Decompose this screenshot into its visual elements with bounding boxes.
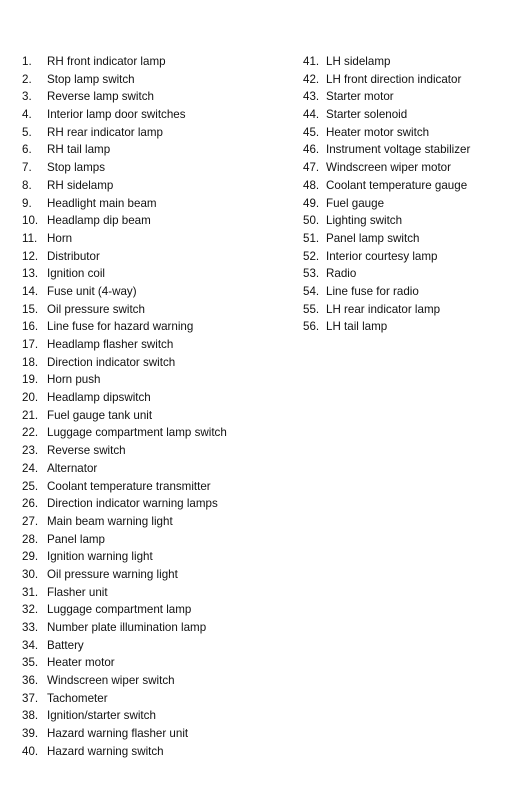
legend-item-label: Line fuse for radio xyxy=(326,284,419,298)
legend-item-label: Headlamp dipswitch xyxy=(47,391,151,405)
legend-item-label: Oil pressure warning light xyxy=(47,567,178,581)
legend-item xyxy=(22,389,292,407)
legend-item-label: Hazard warning switch xyxy=(47,744,164,758)
legend-item-label: Instrument voltage stabilizer xyxy=(326,143,471,157)
legend-item-number: 2. xyxy=(22,72,32,86)
legend-item xyxy=(22,230,292,248)
legend-item xyxy=(303,230,518,248)
legend-item xyxy=(22,159,292,177)
legend-item-number: 16. xyxy=(22,320,39,334)
legend-item-number: 47. xyxy=(303,161,320,175)
legend-item-number: 28. xyxy=(22,532,39,546)
legend-item-number: 7. xyxy=(22,161,32,175)
legend-item xyxy=(22,478,292,496)
legend-item-number: 20. xyxy=(22,391,39,405)
legend-item-number: 53. xyxy=(303,267,320,281)
legend-item-label: Radio xyxy=(326,267,357,281)
legend-item-number: 38. xyxy=(22,709,39,723)
legend-item-number: 48. xyxy=(303,178,320,192)
legend-item-label: Stop lamp switch xyxy=(47,72,135,86)
legend-item-number: 4. xyxy=(22,108,32,122)
legend-item-label: Heater motor xyxy=(47,656,115,670)
legend-item xyxy=(22,637,292,655)
legend-item-label: Alternator xyxy=(47,461,98,475)
legend-item-label: Line fuse for hazard warning xyxy=(47,320,194,334)
legend-item-number: 8. xyxy=(22,178,32,192)
legend-item-label: Horn push xyxy=(47,373,101,387)
legend-item-label: Headlamp flasher switch xyxy=(47,338,174,351)
legend-item-label: Coolant temperature gauge xyxy=(326,178,468,192)
legend-item-label: Direction indicator warning lamps xyxy=(47,497,218,511)
legend-item xyxy=(303,124,518,142)
legend-item-number: 25. xyxy=(22,479,39,493)
legend-item-label: Ignition warning light xyxy=(47,550,153,564)
legend-item xyxy=(22,124,292,142)
legend-item-label: Direction indicator switch xyxy=(47,355,176,369)
legend-item xyxy=(303,301,518,319)
legend-item-number: 45. xyxy=(303,125,320,139)
legend-item-number: 51. xyxy=(303,231,320,245)
legend-item xyxy=(303,71,518,89)
legend-item xyxy=(22,424,292,442)
legend-item-number: 21. xyxy=(22,408,39,422)
legend-item-number: 27. xyxy=(22,514,39,528)
legend-item xyxy=(22,601,292,619)
legend-item xyxy=(303,195,518,213)
legend-item xyxy=(303,141,518,159)
legend-item-label: Fuel gauge xyxy=(326,196,385,210)
legend-item-label: Tachometer xyxy=(47,691,108,705)
legend-item xyxy=(22,566,292,584)
legend-item-label: Luggage compartment lamp switch xyxy=(47,426,227,440)
legend-item-label: Luggage compartment lamp xyxy=(47,603,192,617)
legend-item xyxy=(303,212,518,230)
legend-item-number: 54. xyxy=(303,284,320,298)
legend-item xyxy=(303,177,518,195)
legend-item-label: Ignition/starter switch xyxy=(47,709,156,723)
legend-item-number: 17. xyxy=(22,338,39,351)
legend-item xyxy=(22,265,292,283)
legend-item xyxy=(22,248,292,266)
legend-item-label: Flasher unit xyxy=(47,585,108,599)
legend-item-label: RH front indicator lamp xyxy=(47,55,166,68)
legend-item-number: 5. xyxy=(22,125,32,139)
legend-item xyxy=(303,265,518,283)
legend-item-label: LH rear indicator lamp xyxy=(326,302,441,316)
legend-item-label: Interior lamp door switches xyxy=(47,108,186,122)
legend-item xyxy=(22,548,292,566)
legend-item xyxy=(22,177,292,195)
legend-item xyxy=(22,212,292,230)
legend-item-number: 50. xyxy=(303,214,320,228)
legend-item-label: Starter motor xyxy=(326,90,394,104)
legend-item-label: Interior courtesy lamp xyxy=(326,249,438,263)
legend-item-label: Fuse unit (4-way) xyxy=(47,284,137,298)
legend-item-number: 22. xyxy=(22,426,39,440)
legend-item-number: 13. xyxy=(22,267,39,281)
legend-item-number: 37. xyxy=(22,691,39,705)
legend-item xyxy=(22,690,292,708)
legend-item-label: Fuel gauge tank unit xyxy=(47,408,153,422)
legend-item xyxy=(22,707,292,725)
legend-item xyxy=(22,725,292,743)
legend-item-number: 14. xyxy=(22,284,39,298)
legend-item xyxy=(22,584,292,602)
legend-item-label: Ignition coil xyxy=(47,267,106,281)
legend-item xyxy=(22,301,292,319)
legend-item-number: 11. xyxy=(22,231,38,245)
legend-item-number: 9. xyxy=(22,196,32,210)
legend-item-number: 44. xyxy=(303,108,320,122)
legend-item xyxy=(22,354,292,372)
legend-item-number: 10. xyxy=(22,214,39,228)
legend-item-label: Headlight main beam xyxy=(47,196,157,210)
legend-item-number: 15. xyxy=(22,302,39,316)
legend-item-number: 23. xyxy=(22,444,39,458)
legend-item-label: RH tail lamp xyxy=(47,143,111,157)
legend-item-label: Headlamp dip beam xyxy=(47,214,151,228)
legend-item-label: Main beam warning light xyxy=(47,514,173,528)
legend-item-number: 42. xyxy=(303,72,320,86)
legend-item-number: 29. xyxy=(22,550,39,564)
legend-item-label: Windscreen wiper motor xyxy=(326,161,451,175)
legend-item xyxy=(22,460,292,478)
legend-item-number: 3. xyxy=(22,90,32,104)
legend-item-label: Hazard warning flasher unit xyxy=(47,727,189,741)
legend-item-label: Reverse lamp switch xyxy=(47,90,154,104)
legend-item-number: 32. xyxy=(22,603,39,617)
legend-item-number: 39. xyxy=(22,727,39,741)
legend-item-label: RH sidelamp xyxy=(47,178,114,192)
legend-item-number: 1. xyxy=(22,55,32,68)
legend-item xyxy=(22,195,292,213)
legend-item xyxy=(22,743,292,761)
legend-item-label: Panel lamp switch xyxy=(326,231,420,245)
legend-item-number: 6. xyxy=(22,143,32,157)
legend-item-label: Distributor xyxy=(47,249,100,263)
legend-item-number: 43. xyxy=(303,90,320,104)
legend-item xyxy=(303,318,518,336)
legend-column-left xyxy=(22,53,292,761)
legend-item-number: 55. xyxy=(303,302,320,316)
legend-item-label: LH sidelamp xyxy=(326,55,391,68)
legend-item xyxy=(303,53,518,71)
legend-item xyxy=(22,336,292,354)
legend-item-label: LH front direction indicator xyxy=(326,72,462,86)
legend-item-number: 12. xyxy=(22,249,39,263)
legend-item-label: LH tail lamp xyxy=(326,320,388,334)
legend-item xyxy=(22,371,292,389)
legend-item-number: 41. xyxy=(303,55,320,68)
legend-column-right xyxy=(303,53,518,336)
legend-item-number: 18. xyxy=(22,355,39,369)
legend-item-number: 19. xyxy=(22,373,39,387)
legend-item-number: 35. xyxy=(22,656,39,670)
legend-item-label: Lighting switch xyxy=(326,214,403,228)
legend-item xyxy=(22,495,292,513)
legend-item xyxy=(22,619,292,637)
legend-item-label: Windscreen wiper switch xyxy=(47,674,175,688)
legend-item-label: Reverse switch xyxy=(47,444,126,458)
legend-item-number: 26. xyxy=(22,497,39,511)
legend-item-number: 46. xyxy=(303,143,320,157)
legend-item xyxy=(303,248,518,266)
legend-item-number: 52. xyxy=(303,249,320,263)
legend-item-label: Heater motor switch xyxy=(326,125,430,139)
legend-item xyxy=(22,106,292,124)
legend-item xyxy=(22,513,292,531)
legend-item xyxy=(22,71,292,89)
legend-item-label: Battery xyxy=(47,638,84,652)
legend-item xyxy=(22,318,292,336)
legend-item xyxy=(22,53,292,71)
legend-item-label: Panel lamp xyxy=(47,532,106,546)
legend-item-number: 33. xyxy=(22,621,39,634)
legend-item xyxy=(22,442,292,460)
legend-item-label: RH rear indicator lamp xyxy=(47,125,163,139)
legend-item-label: Stop lamps xyxy=(47,161,105,175)
legend-item-label: Starter solenoid xyxy=(326,108,408,122)
legend-item xyxy=(22,141,292,159)
legend-item xyxy=(22,283,292,301)
legend-item xyxy=(303,88,518,106)
legend-item xyxy=(22,88,292,106)
legend-item-label: Number plate illumination lamp xyxy=(47,621,207,634)
legend-item xyxy=(303,283,518,301)
legend-item xyxy=(22,654,292,672)
legend-item-number: 31. xyxy=(22,585,39,599)
legend-item-label: Oil pressure switch xyxy=(47,302,145,316)
legend-item xyxy=(22,531,292,549)
legend-item xyxy=(303,106,518,124)
legend-item-number: 49. xyxy=(303,196,320,210)
legend-item xyxy=(22,672,292,690)
legend-item-number: 30. xyxy=(22,567,39,581)
legend-item-number: 34. xyxy=(22,638,39,652)
legend-item-label: Horn xyxy=(47,231,73,245)
legend-item xyxy=(22,407,292,425)
legend-item-number: 56. xyxy=(303,320,320,334)
legend-item xyxy=(303,159,518,177)
legend-item-number: 36. xyxy=(22,674,39,688)
legend-item-number: 24. xyxy=(22,461,39,475)
legend-item-number: 40. xyxy=(22,744,39,758)
legend-item-label: Coolant temperature transmitter xyxy=(47,479,211,493)
